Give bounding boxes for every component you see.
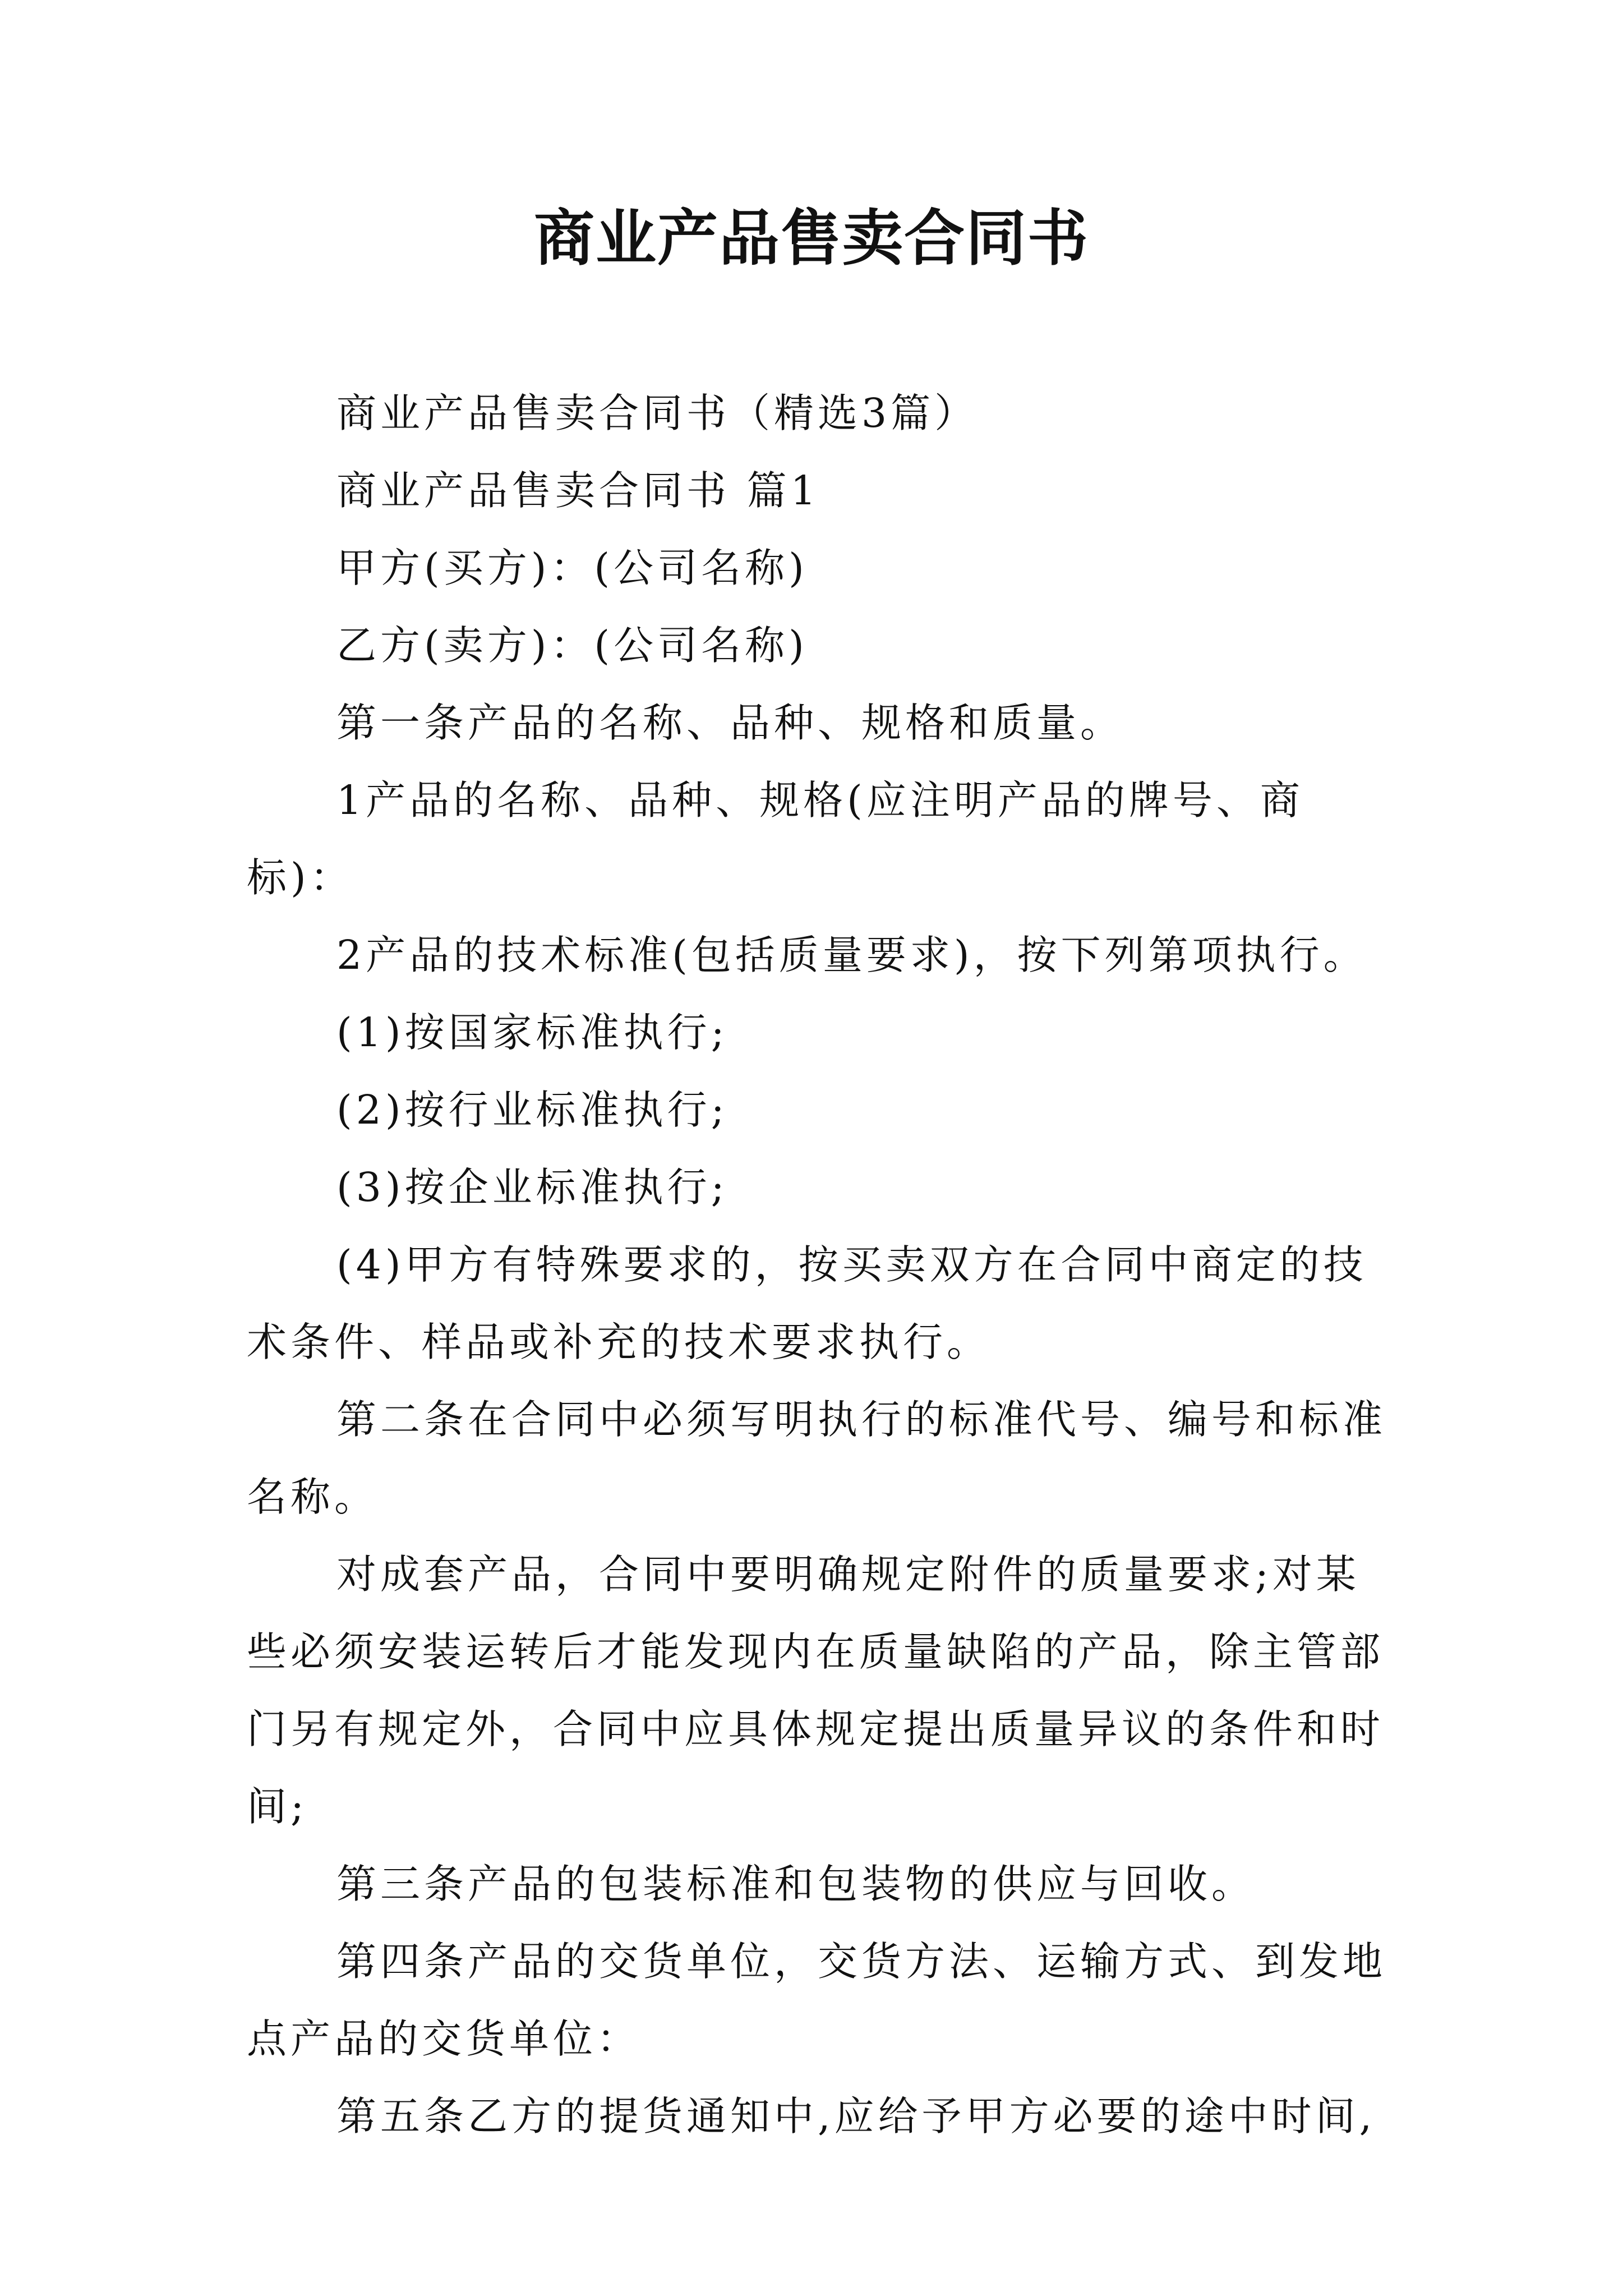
paragraph: (4)甲方有特殊要求的，按买卖双方在合同中商定的技术条件、样品或补充的技术要求执行。	[247, 1241, 1367, 1365]
paragraph: 2产品的技术标准(包括质量要求)，按下列第项执行。	[336, 932, 1367, 978]
document-body	[247, 375, 1391, 2155]
paragraph: 商业产品售卖合同书（精选3篇）	[336, 390, 979, 436]
paragraph: (1)按国家标准执行;	[336, 1009, 728, 1056]
paragraph: 第三条产品的包装标准和包装物的供应与回收。	[336, 1861, 1256, 1907]
paragraph: 1产品的名称、品种、规格(应注明产品的牌号、商标)：	[247, 777, 1304, 901]
paragraph: (2)按行业标准执行;	[336, 1087, 728, 1133]
paragraph: 对成套产品，合同中要明确规定附件的质量要求;对某些必须安装运转后才能发现内在质量缺陷的产品，除主管部门另有规定外，合同中应具体规定提出质量异议的条件和时间;	[247, 1551, 1385, 1830]
paragraph: (3)按企业标准执行;	[336, 1164, 728, 1211]
paragraph: 第五条乙方的提货通知中,应给予甲方必要的途中时间,	[336, 2093, 1376, 2139]
paragraph: 第二条在合同中必须写明执行的标准代号、编号和标准名称。	[247, 1396, 1387, 1520]
document-title: 商业产品售卖合同书	[533, 203, 1089, 274]
paragraph: 乙方(卖方)：(公司名称)	[336, 622, 808, 669]
paragraph: 甲方(买方)：(公司名称)	[336, 545, 808, 591]
paragraph: 商业产品售卖合同书 篇1	[336, 467, 820, 514]
paragraph: 第四条产品的交货单位，交货方法、运输方式、到发地点产品的交货单位：	[247, 1938, 1387, 2062]
paragraph: 第一条产品的名称、品种、规格和质量。	[336, 700, 1124, 746]
